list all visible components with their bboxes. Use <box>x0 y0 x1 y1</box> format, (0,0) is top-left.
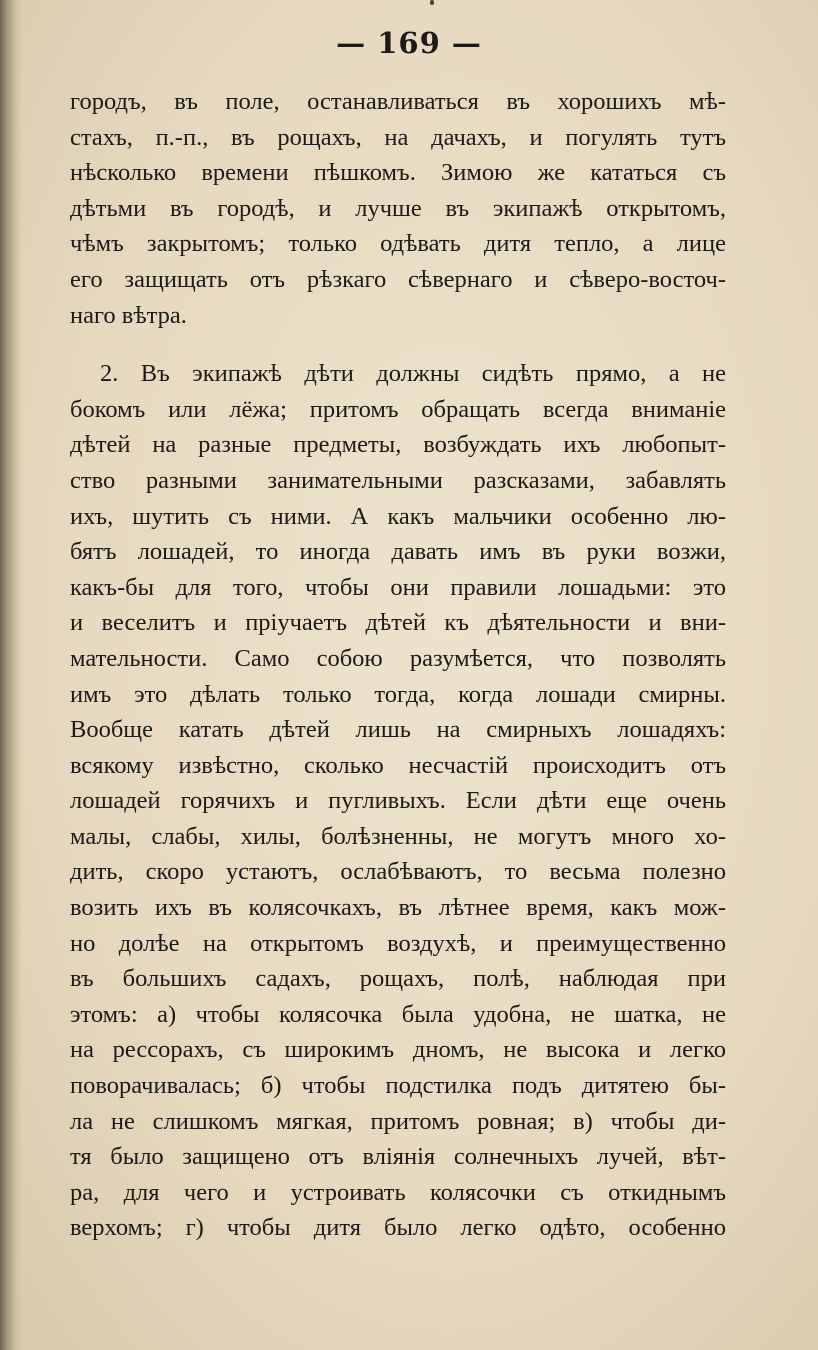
paragraph-1 <box>70 84 726 333</box>
text-line: но долѣе на открытомъ воздухѣ, и преимущественно <box>70 929 726 957</box>
text-line: ихъ, шутить съ ними. А какъ мальчики особенно лю- <box>70 502 726 530</box>
text-line: ра, для чего и устроивать колясочки съ откиднымъ <box>70 1178 726 1206</box>
text-line: ла не слишкомъ мягкая, притомъ ровная; в) чтобы ди- <box>70 1107 726 1135</box>
text-line: имъ это дѣлать только тогда, когда лошади смирны. <box>70 680 726 708</box>
text-line: дить, скоро устаютъ, ослабѣваютъ, то весьма полезно <box>70 858 726 886</box>
text-line: ство разными занимательными разсказами, забавлять <box>70 466 726 494</box>
body-text <box>70 84 726 1246</box>
text-line: дѣтей на разные предметы, возбуждать ихъ любопыт- <box>70 431 726 459</box>
text-line: на рессорахъ, съ широкимъ дномъ, не высока и легко <box>70 1036 726 1064</box>
text-line: 2. Въ экипажѣ дѣти должны сидѣть прямо, а не <box>100 360 726 388</box>
page-number-header: — 169 — <box>336 26 482 60</box>
text-line: стахъ, п.-п., въ рощахъ, на дачахъ, и погулять тутъ <box>70 123 726 151</box>
ink-speck <box>430 0 434 5</box>
text-line: дѣтьми въ городѣ, и лучше въ экипажѣ открытомъ, <box>70 194 726 222</box>
text-line: какъ-бы для того, чтобы они правили лошадьми: это <box>70 573 726 601</box>
text-line: и веселитъ и пріучаетъ дѣтей къ дѣятельности и вни- <box>70 609 726 637</box>
text-line: нѣсколько времени пѣшкомъ. Зимою же кататься съ <box>70 159 726 187</box>
text-line: въ большихъ садахъ, рощахъ, полѣ, наблюдая при <box>70 965 726 993</box>
text-line: бокомъ или лёжа; притомъ обращать всегда вниманіе <box>70 395 726 423</box>
text-line: Вообще катать дѣтей лишь на смирныхъ лошадяхъ: <box>70 716 726 744</box>
text-line: городъ, въ поле, останавливаться въ хорошихъ мѣ- <box>70 88 726 115</box>
text-line: поворачивалась; б) чтобы подстилка подъ дитятею бы- <box>70 1072 726 1100</box>
text-line: верхомъ; г) чтобы дитя было легко одѣто, особенно <box>70 1214 726 1242</box>
text-line: малы, слабы, хилы, болѣзненны, не могутъ много хо- <box>70 822 726 850</box>
book-spine-shadow <box>0 0 22 1350</box>
text-line: бятъ лошадей, то иногда давать имъ въ руки возжи, <box>70 538 726 566</box>
text-line: всякому извѣстно, сколько несчастій происходитъ отъ <box>70 751 726 779</box>
text-line: тя было защищено отъ вліянія солнечныхъ лучей, вѣт- <box>70 1143 726 1171</box>
text-line: мательности. Само собою разумѣется, что позволять <box>70 644 726 672</box>
text-line: чѣмъ закрытомъ; только одѣвать дитя тепло, а лице <box>70 230 726 258</box>
text-line: этомъ: а) чтобы колясочка была удобна, не шатка, не <box>70 1000 726 1028</box>
text-line: лошадей горячихъ и пугливыхъ. Если дѣти еще очень <box>70 787 726 815</box>
text-line: наго вѣтра. <box>70 301 187 329</box>
paragraph-2 <box>70 356 726 1246</box>
text-line: его защищать отъ рѣзкаго сѣвернаго и сѣверо-восточ- <box>70 265 726 293</box>
text-line: возить ихъ въ колясочкахъ, въ лѣтнее время, какъ мож- <box>70 894 726 922</box>
